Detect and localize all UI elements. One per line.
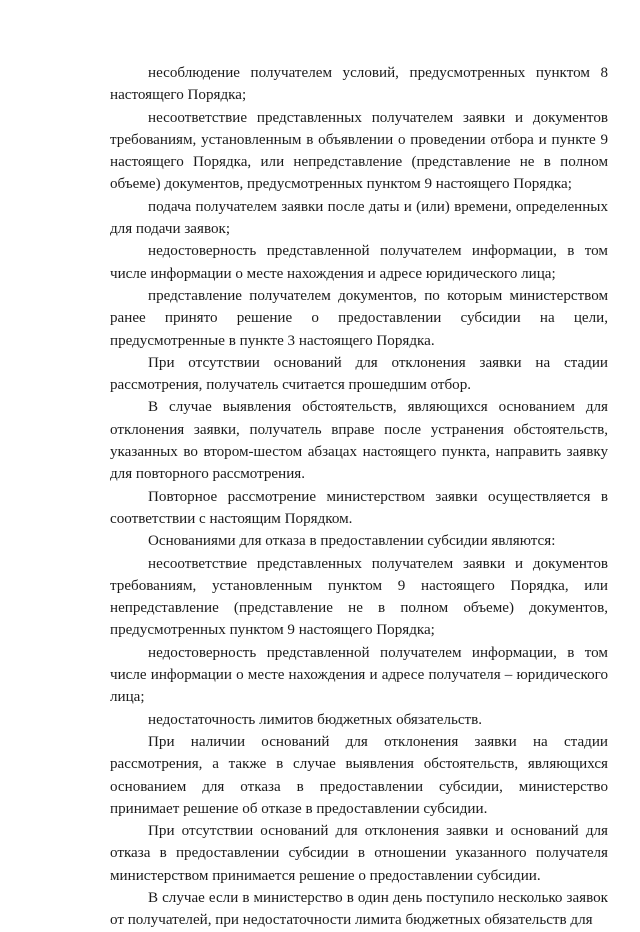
paragraph: Основаниями для отказа в предоставлении субсидии являются: (148, 533, 556, 550)
paragraph: При отсутствии оснований для отклонения заявки на стадии рассмотрения, получатель считается прошедшим отбор. (110, 354, 608, 394)
paragraph: При отсутствии оснований для отклонения заявки и оснований для отказа в предоставлении субсидии в отношении указанного получателя министерством принимается решение о предоставлении субсидии. (110, 823, 608, 884)
paragraph: Повторное рассмотрение министерством заявки осуществляется в соответствии с настоящим Порядком. (110, 488, 608, 527)
paragraph: представление получателем документов, по которым министерством ранее принято решение о предоставлении субсидии на цели, предусмотренные в пункте 3 настоящего Порядка. (110, 287, 608, 349)
paragraph: недостоверность представленной получателем информации, в том числе информации о месте нахождения и адресе юридического лица; (110, 243, 608, 282)
paragraph: несоответствие представленных получателем заявки и документов требованиям, установленным пунктом 9 настоящего Порядка, или непредставление (представление не в полном объеме) документов, предусмотренных пунктом 9 настоящего Порядка; (110, 555, 608, 639)
paragraph: В случае если в министерство в один день поступило несколько заявок от получателей, при недостаточности лимита бюджетных обязательств для (110, 889, 608, 929)
paragraph: При наличии оснований для отклонения заявки на стадии рассмотрения, а также в случае выявления обстоятельств, являющихся основанием для отказа в предоставлении субсидии, министерство принимает решение об отказе в предоставлении субсидии. (110, 733, 608, 817)
document-body (110, 62, 608, 932)
paragraph: несоответствие представленных получателем заявки и документов требованиям, установленным в объявлении о проведении отбора и пункте 9 настоящего Порядка, или непредставление (представление не в полном объеме) документов, предусмотренных пунктом 9 настоящего Порядка; (110, 109, 608, 193)
paragraph: В случае выявления обстоятельств, являющихся основанием для отклонения заявки, получатель вправе после устранения обстоятельств, указанных во втором-шестом абзацах настоящего пункта, направить заявку для повторного рассмотрения. (110, 399, 608, 483)
paragraph: недостаточность лимитов бюджетных обязательств. (148, 711, 483, 728)
paragraph: несоблюдение получателем условий, предусмотренных пунктом 8 настоящего Порядка; (110, 65, 608, 104)
paragraph: недостоверность представленной получателем информации, в том числе информации о месте нахождения и адресе получателя – юридического лица; (110, 644, 608, 706)
paragraph: подача получателем заявки после даты и (или) времени, определенных для подачи заявок; (110, 198, 608, 238)
